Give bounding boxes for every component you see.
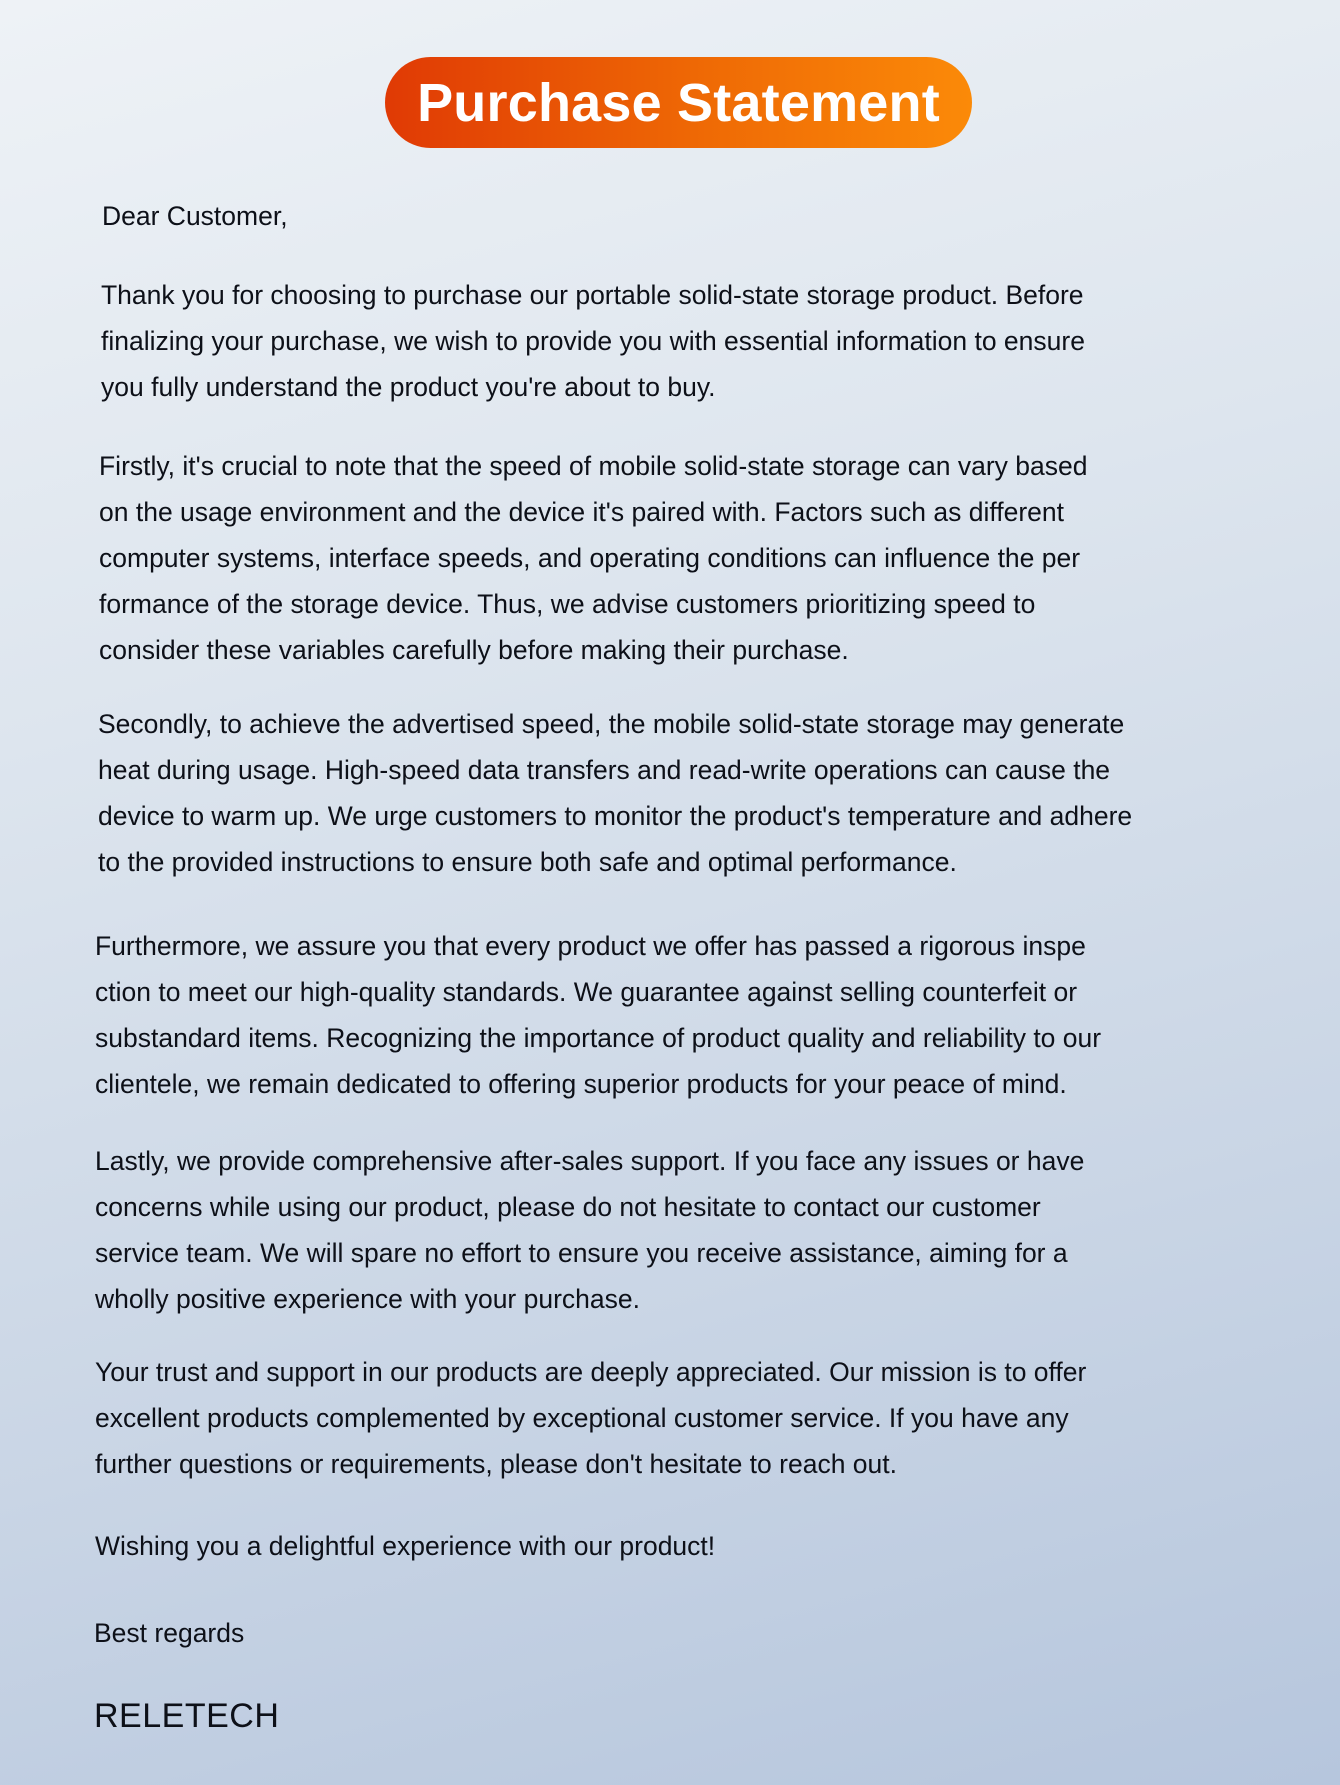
title-banner (385, 57, 972, 148)
body-paragraph (101, 272, 1085, 410)
paragraph-line: further questions or requirements, please don't hesitate to reach out. (95, 1449, 898, 1479)
page-title: Purchase Statement (417, 72, 940, 133)
body-paragraph (95, 1138, 1084, 1322)
sign-off (94, 1610, 244, 1656)
paragraph-line: ction to meet our high-quality standards. We guarantee against selling counterfeit or (95, 977, 1078, 1007)
paragraph-line: finalizing your purchase, we wish to provide you with essential information to ensure (101, 326, 1085, 356)
paragraph-line: service team. We will spare no effort to ensure you receive assistance, aiming for a (95, 1238, 1068, 1268)
paragraph-line: Thank you for choosing to purchase our portable solid-state storage product. Before (101, 280, 1084, 310)
body-paragraph (95, 923, 1101, 1107)
body-paragraph (99, 443, 1088, 673)
sign-off-text: Best regards (94, 1618, 245, 1648)
paragraph-line: device to warm up. We urge customers to monitor the product's temperature and adhere (98, 801, 1133, 831)
greeting (102, 193, 288, 239)
paragraph-line: computer systems, interface speeds, and operating conditions can influence the per (99, 543, 1081, 573)
paragraph-line: clientele, we remain dedicated to offering superior products for your peace of mind. (95, 1069, 1067, 1099)
brand-name: RELETECH (94, 1697, 280, 1735)
greeting-text: Dear Customer, (102, 201, 288, 231)
paragraph-line: substandard items. Recognizing the importance of product quality and reliability to our (95, 1023, 1102, 1053)
paragraph-line: on the usage environment and the device it's paired with. Factors such as different (99, 497, 1065, 527)
paragraph-line: excellent products complemented by exceptional customer service. If you have any (95, 1403, 1069, 1433)
paragraph-line: formance of the storage device. Thus, we advise customers prioritizing speed to (99, 589, 1036, 619)
paragraph-line: Furthermore, we assure you that every product we offer has passed a rigorous inspe (95, 931, 1086, 961)
paragraph-line: Firstly, it's crucial to note that the speed of mobile solid-state storage can vary based (99, 451, 1088, 481)
paragraph-line: Secondly, to achieve the advertised speed, the mobile solid-state storage may generate (98, 709, 1125, 739)
closing-wish (95, 1523, 715, 1569)
paragraph-line: heat during usage. High-speed data transfers and read-write operations can cause the (98, 755, 1111, 785)
paragraph-line: Your trust and support in our products are deeply appreciated. Our mission is to offer (95, 1357, 1087, 1387)
body-paragraph (98, 701, 1132, 885)
paragraph-line: Lastly, we provide comprehensive after-sales support. If you face any issues or have (95, 1146, 1085, 1176)
paragraph-line: to the provided instructions to ensure both safe and optimal performance. (98, 847, 957, 877)
paragraph-line: you fully understand the product you're about to buy. (101, 372, 716, 402)
paragraph-line: wholly positive experience with your purchase. (95, 1284, 640, 1314)
closing-wish-text: Wishing you a delightful experience with our product! (95, 1531, 716, 1561)
body-paragraph (95, 1349, 1086, 1487)
paragraph-line: concerns while using our product, please do not hesitate to contact our customer (95, 1192, 1041, 1222)
paragraph-line: consider these variables carefully before making their purchase. (99, 635, 849, 665)
